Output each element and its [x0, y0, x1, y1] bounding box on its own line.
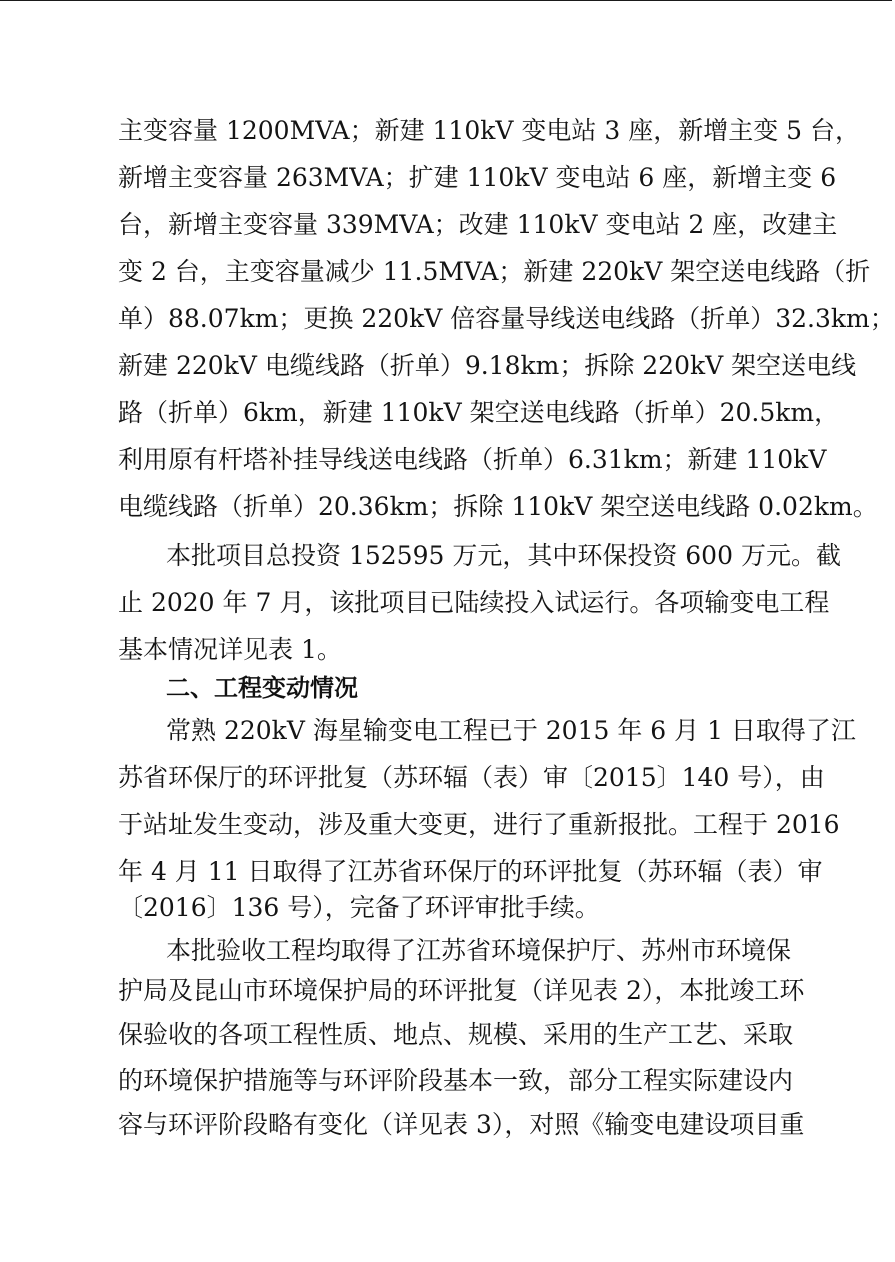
paragraph-3-line-2: 苏省环保厅的环评批复（苏环辐（表）审〔2015〕140 号），由	[118, 763, 825, 792]
paragraph-1-line-4: 变 2 台，主变容量减少 11.5MVA；新建 220kV 架空送电线路（折	[118, 257, 871, 286]
top-border-line	[0, 0, 892, 1]
paragraph-3-line-3: 于站址发生变动，涉及重大变更，进行了重新报批。工程于 2016	[118, 810, 840, 839]
paragraph-1-line-9: 电缆线路（折单）20.36km；拆除 110kV 架空送电线路 0.02km。	[118, 492, 878, 521]
paragraph-4-line-1: 本批验收工程均取得了江苏省环境保护厅、苏州市环境保	[166, 936, 792, 965]
paragraph-4-line-2: 护局及昆山市环境保护局的环评批复（详见表 2），本批竣工环	[118, 976, 805, 1005]
section-heading: 二、工程变动情况	[166, 674, 358, 702]
paragraph-1-line-3: 台，新增主变容量 339MVA；改建 110kV 变电站 2 座，改建主	[118, 210, 838, 239]
paragraph-1-line-6: 新建 220kV 电缆线路（折单）9.18km；拆除 220kV 架空送电线	[118, 351, 857, 380]
paragraph-4-line-5: 容与环评阶段略有变化（详见表 3），对照《输变电建设项目重	[118, 1110, 805, 1139]
paragraph-4-line-3: 保验收的各项工程性质、地点、规模、采用的生产工艺、采取	[118, 1020, 794, 1049]
paragraph-1-line-2: 新增主变容量 263MVA；扩建 110kV 变电站 6 座，新增主变 6	[118, 163, 837, 192]
paragraph-1-line-1: 主变容量 1200MVA；新建 110kV 变电站 3 座，新增主变 5 台，	[118, 116, 860, 145]
paragraph-2-line-2: 止 2020 年 7 月，该批项目已陆续投入试运行。各项输变电工程	[118, 588, 830, 617]
paragraph-3-line-4: 年 4 月 11 日取得了江苏省环保厅的环评批复（苏环辐（表）审	[118, 857, 823, 886]
paragraph-3-line-5: 〔2016〕136 号），完备了环评审批手续。	[118, 893, 600, 922]
paragraph-1-line-7: 路（折单）6km，新建 110kV 架空送电线路（折单）20.5km，	[118, 398, 840, 427]
paragraph-2-line-3: 基本情况详见表 1。	[118, 635, 342, 664]
paragraph-1-line-5: 单）88.07km；更换 220kV 倍容量导线送电线路（折单）32.3km；	[118, 304, 895, 333]
paragraph-4-line-4: 的环境保护措施等与环评阶段基本一致，部分工程实际建设内	[118, 1066, 794, 1095]
paragraph-3-line-1: 常熟 220kV 海星输变电工程已于 2015 年 6 月 1 日取得了江	[166, 716, 856, 745]
paragraph-1-line-8: 利用原有杆塔补挂导线送电线路（折单）6.31km；新建 110kV	[118, 445, 827, 474]
paragraph-2-line-1: 本批项目总投资 152595 万元，其中环保投资 600 万元。截	[166, 541, 841, 570]
